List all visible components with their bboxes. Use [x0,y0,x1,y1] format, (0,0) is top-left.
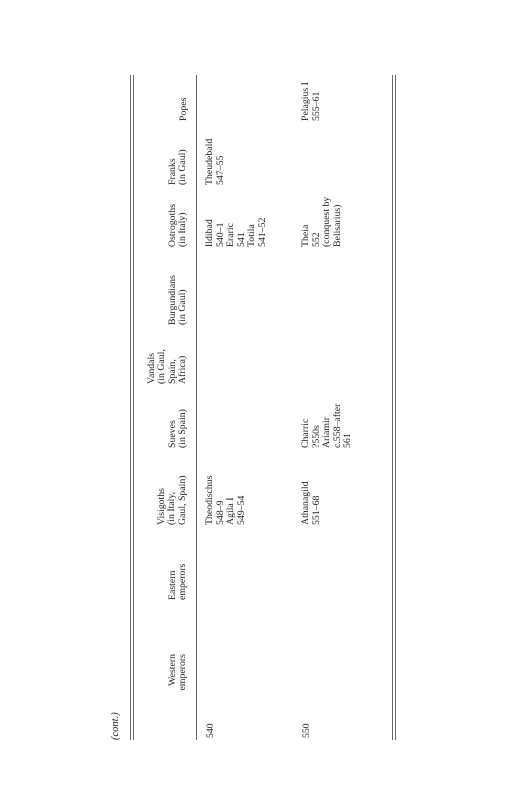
header-vandals [147,349,189,384]
ruler-name: Ildibad [204,219,215,247]
reign-dates: 540–1 [214,222,226,247]
reign-dates: c.558–after [331,403,343,448]
bottom-rule-double [395,75,396,740]
reign-dates: 547–55 [214,155,226,185]
reign-dates: 541 [235,232,247,247]
reign-dates: 541–52 [256,217,268,247]
reign-dates: ?550s [310,425,322,448]
row-550-sueves [301,404,354,448]
header-popes [179,98,189,121]
header-rule [196,75,197,740]
header-eastern-emperors [168,564,189,600]
ruler-name: Theudebald [204,138,215,185]
chronology-table [106,75,405,740]
header-visigoths [157,475,188,525]
header-line: Franks [167,158,178,185]
header-line: (in Gaul) [177,289,189,325]
continuation-note: (cont.) [110,712,121,740]
header-line: Popes [178,97,189,121]
year-540: 540 [205,723,216,738]
ruler-name: Agila I [225,497,236,525]
ruler-name: Charric [300,418,311,448]
top-rule [130,75,131,740]
header-line: Sueves [167,420,178,448]
header-line: (in Spain) [177,409,189,448]
header-line: emperors [177,563,189,600]
row-550-visigoths [301,481,322,525]
row-550-ostrogoths [301,197,343,247]
reign-dates: 549–54 [235,495,247,525]
header-line: Ostrogoths [167,203,178,247]
note: (conquest by [321,196,332,247]
reign-dates: 552 [310,232,322,247]
header-sueves [168,409,189,448]
ruler-name: Theia [300,224,311,247]
header-ostrogoths [168,204,189,247]
header-line: (in Italy) [177,212,189,247]
year-550: 550 [301,723,312,738]
header-line: (in Gaul, [156,349,168,384]
ruler-name: Ariamir [321,416,332,448]
header-burgundians [168,275,189,325]
ruler-name: Pelagius I [300,82,311,121]
bottom-rule [392,75,393,740]
header-line: emperors [177,654,189,691]
header-franks [168,149,189,185]
top-rule-double [133,75,134,740]
header-line: Africa) [177,355,189,384]
header-line: Western [167,654,178,686]
row-540-visigoths [205,475,247,525]
row-540-franks [205,139,226,185]
reign-dates: 548–9 [214,500,226,525]
header-line: Visigoths [156,488,167,525]
header-line: Burgundians [167,275,178,325]
ruler-name: Theodischus [204,475,215,525]
header-line: Spain, [166,359,178,384]
note: Belisarius) [331,204,343,247]
header-line: Gaul, Spain) [176,475,188,525]
row-540-ostrogoths [205,218,268,247]
header-line: (in Gaul) [177,149,189,185]
reign-dates: 551–68 [310,495,322,525]
header-line: (in Italy, [166,491,178,525]
header-western-emperors [168,654,189,740]
reign-dates: 561 [342,433,353,448]
reign-dates: 555–61 [310,91,322,121]
header-line: Vandals [146,352,157,384]
row-550-popes [301,82,322,121]
header-line: Eastern [167,570,178,600]
ruler-name: Eraric [225,223,236,247]
ruler-name: Totila [246,224,257,247]
ruler-name: Athanagild [300,481,311,525]
